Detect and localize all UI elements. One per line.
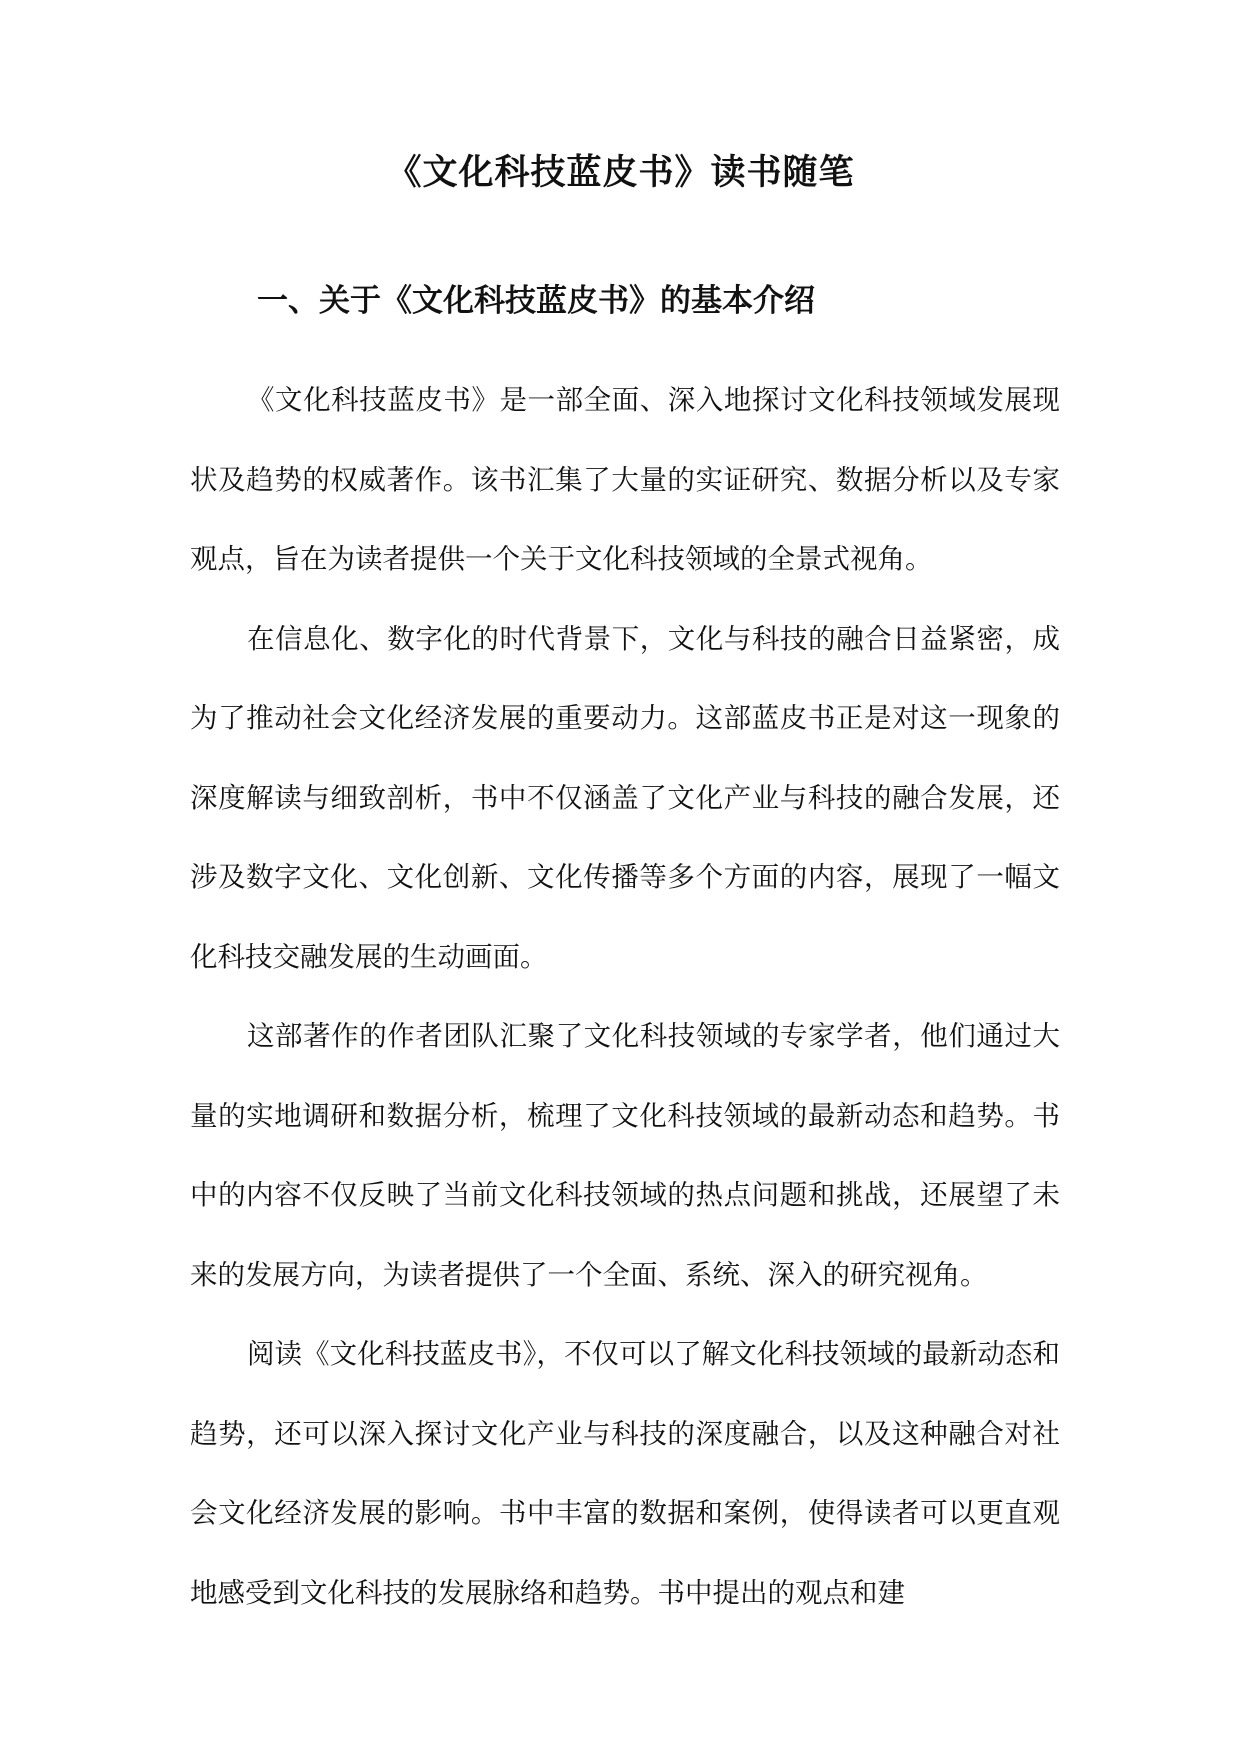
body-text [190, 361, 1060, 1633]
paragraph-4: 阅读《文化科技蓝皮书》，不仅可以了解文化科技领域的最新动态和趋势，还可以深入探讨文化产业与科技的深度融合，以及这种融合对社会文化经济发展的影响。书中丰富的数据和案例，使得读者可以更直观地感受到文化科技的发展脉络和趋势。书中提出的观点和建 [190, 1338, 1060, 1609]
paragraph-3: 这部著作的作者团队汇聚了文化科技领域的专家学者，他们通过大量的实地调研和数据分析，梳理了文化科技领域的最新动态和趋势。书中的内容不仅反映了当前文化科技领域的热点问题和挑战，还展望了未来的发展方向，为读者提供了一个全面、系统、深入的研究视角。 [190, 1020, 1060, 1291]
paragraph-1: 《文化科技蓝皮书》是一部全面、深入地探讨文化科技领域发展现状及趋势的权威著作。该书汇集了大量的实证研究、数据分析以及专家观点，旨在为读者提供一个关于文化科技领域的全景式视角。 [190, 384, 1060, 575]
paragraph-2: 在信息化、数字化的时代背景下，文化与科技的融合日益紧密，成为了推动社会文化经济发展的重要动力。这部蓝皮书正是对这一现象的深度解读与细致剖析，书中不仅涵盖了文化产业与科技的融合发展，还涉及数字文化、文化创新、文化传播等多个方面的内容，展现了一幅文化科技交融发展的生动画面。 [190, 622, 1060, 973]
document-title: 《文化科技蓝皮书》读书随笔 [386, 152, 855, 193]
section-heading: 一、关于《文化科技蓝皮书》的基本介绍 [257, 283, 815, 319]
